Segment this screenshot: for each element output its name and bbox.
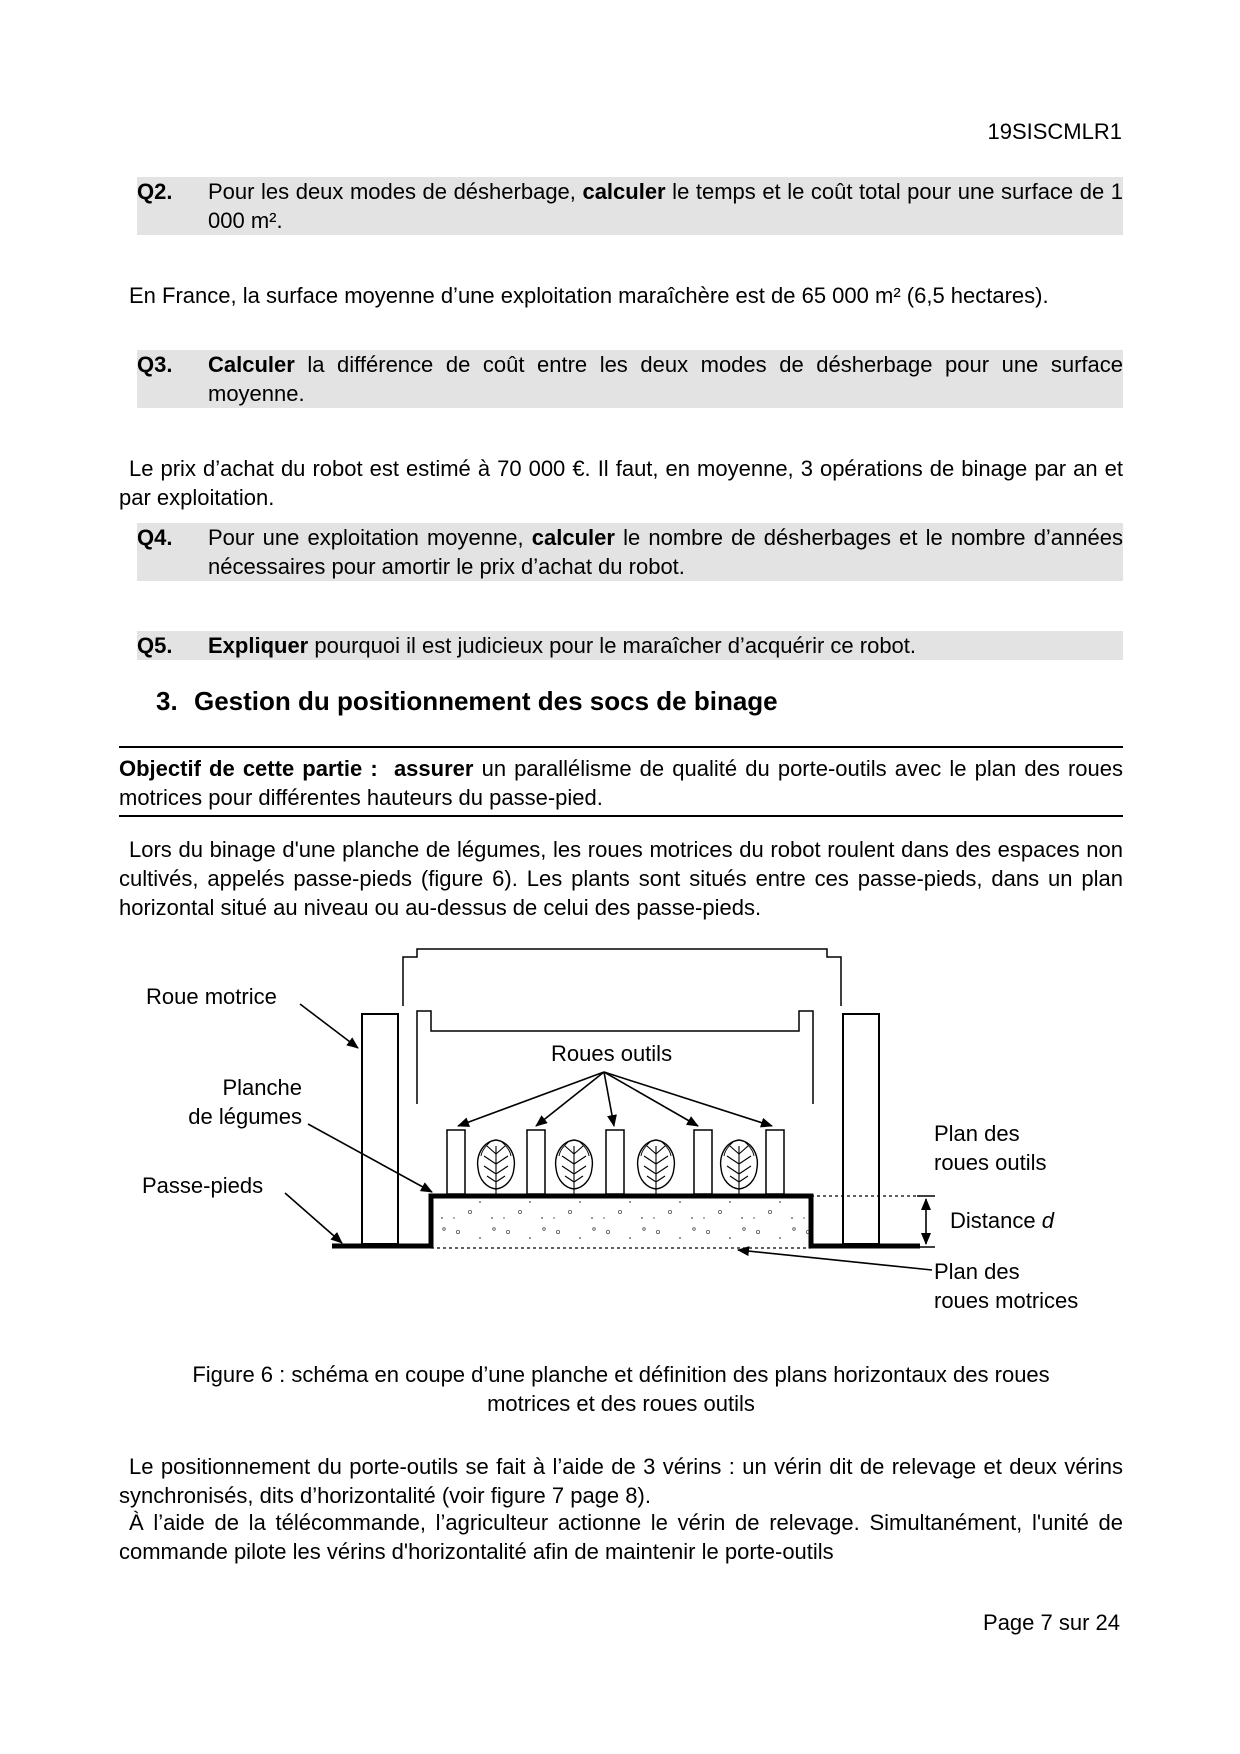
question-text: Expliquer pourquoi il est judicieux pour le maraîcher d’acquérir ce robot. — [208, 633, 917, 658]
tool-wheel — [766, 1130, 784, 1194]
label-planche-line2: de légumes — [188, 1104, 302, 1129]
label-distance: Distance d — [950, 1208, 1054, 1233]
objective-box: Objectif de cette partie : assurer un parallélisme de qualité du porte-outils avec le plan des roues motrices pour différentes hauteurs du passe-pied. — [119, 746, 1123, 817]
label-plan-outils-line2: roues outils — [934, 1150, 1047, 1175]
question-text: Calculer la différence de coût entre les deux modes de désherbage pour une surface moyenne. — [208, 352, 1123, 406]
paragraph-prix-robot: Le prix d’achat du robot est estimé à 70 000 €. Il faut, en moyenne, 3 opérations de binage par an et par exploitation. — [119, 456, 1123, 510]
section-number: 3. — [156, 686, 178, 716]
question-text: Pour les deux modes de désherbage, calculer le temps et le coût total pour une surface de 1 000 m². — [208, 179, 1123, 233]
label-passe-pieds: Passe-pieds — [142, 1173, 264, 1198]
label-plan-motrices-line2: roues motrices — [934, 1288, 1079, 1313]
page-number: Page 7 sur 24 — [983, 1610, 1120, 1635]
tool-wheel — [694, 1130, 712, 1194]
paragraph-passe-pieds: Lors du binage d'une planche de légumes, les roues motrices du robot roulent dans des espaces non cultivés, appelés passe-pieds (figure 6). Les plants sont situés entre ces passe-pieds, dans un plan horizontal situé au niveau ou au-dessus de celui des passe-pieds. — [119, 837, 1123, 920]
section-title-text: Gestion du positionnement des socs de binage — [194, 686, 778, 716]
paragraph-telecommande: À l’aide de la télécommande, l’agriculteur actionne le vérin de relevage. Simultanément, l'unité de commande pilote les vérins d'horizontalité afin de maintenir le porte-outils — [119, 1510, 1123, 1564]
plant — [638, 1140, 675, 1194]
paragraph-surface: En France, la surface moyenne d’une exploitation maraîchère est de 65 000 m² (6,5 hectares). — [129, 283, 1049, 308]
vegetable-bed-soil — [432, 1196, 810, 1244]
tool-wheel — [606, 1130, 624, 1194]
question-number: Q3. — [137, 352, 173, 377]
plant — [478, 1140, 515, 1194]
question-number: Q2. — [137, 179, 173, 204]
label-roue-motrice: Roue motrice — [146, 984, 277, 1009]
figure-caption: Figure 6 : schéma en coupe d’une planche et définition des plans horizontaux des roues motrices et des roues outils — [192, 1362, 1050, 1416]
plant — [556, 1140, 593, 1194]
document-code: 19SISCMLR1 — [987, 119, 1122, 144]
paragraph-verins: Le positionnement du porte-outils se fait à l’aide de 3 vérins : un vérin dit de relevage et deux vérins synchronisés, dits d’horizontalité (voir figure 7 page 8). — [119, 1454, 1123, 1508]
label-planche-line1: Planche — [222, 1075, 302, 1100]
robot-frame — [403, 949, 841, 1104]
label-plan-motrices-line1: Plan des — [934, 1259, 1020, 1284]
objective-label: Objectif de cette partie : — [119, 756, 378, 781]
question-number: Q4. — [137, 525, 173, 550]
question-text: Pour une exploitation moyenne, calculer le nombre de désherbages et le nombre d’années nécessaires pour amortir le prix d’achat du robot. — [208, 525, 1123, 579]
tool-wheel — [527, 1130, 545, 1194]
tool-wheel — [447, 1130, 465, 1194]
question-number: Q5. — [137, 633, 173, 658]
label-plan-outils-line1: Plan des — [934, 1121, 1020, 1146]
plant — [721, 1140, 758, 1194]
drive-wheel-right — [843, 1014, 879, 1244]
label-roues-outils: Roues outils — [551, 1041, 673, 1066]
drive-wheel-left — [362, 1014, 398, 1244]
